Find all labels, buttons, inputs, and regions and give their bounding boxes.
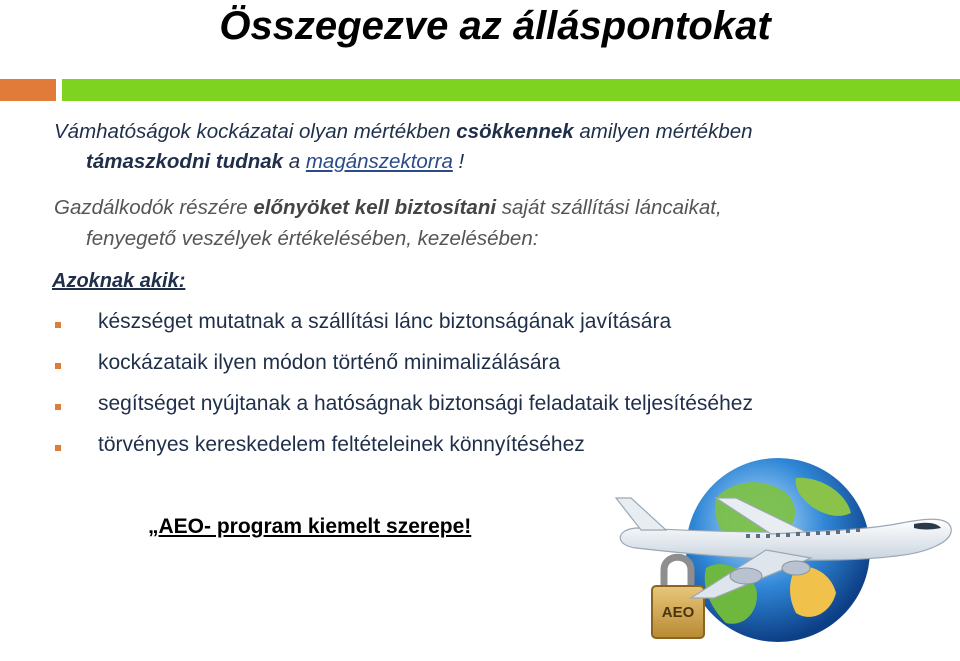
- accent-bar-orange: [0, 79, 56, 101]
- callout-text: „AEO- program kiemelt szerepe!: [148, 515, 472, 538]
- p1-text-2: amilyen mértékben: [573, 120, 753, 143]
- p1-text-4: !: [452, 150, 465, 173]
- bullet-square-icon: [55, 363, 61, 369]
- paragraph-2-line-2: fenyegető veszélyek értékelésében, kezelésében:: [86, 227, 539, 250]
- svg-text:AEO: AEO: [661, 604, 695, 621]
- paragraph-2-line-1: [54, 194, 722, 222]
- paragraph-1-line-2: [86, 148, 464, 176]
- bullet-text: készséget mutatnak a szállítási lánc biztonságának javítására: [98, 310, 672, 333]
- slide-title: Összegezve az álláspontokat: [219, 4, 771, 48]
- p1-text-1: Vámhatóságok kockázatai olyan mértékben: [54, 120, 457, 143]
- bullet-text: kockázataik ilyen módon történő minimalizálására: [98, 351, 561, 374]
- subheading: Azoknak akik:: [52, 270, 186, 292]
- bullet-square-icon: [55, 404, 61, 410]
- bullet-square-icon: [55, 445, 61, 451]
- p1-bold-2: támaszkodni tudnak: [86, 150, 284, 173]
- aeo-globe-airplane-illustration: [596, 458, 960, 661]
- bullet-square-icon: [55, 322, 61, 328]
- bullet-text: segítséget nyújtanak a hatóságnak biztonsági feladataik teljesítéséhez: [98, 392, 753, 415]
- p1-text-3: a: [283, 150, 306, 173]
- accent-bar-green: [62, 79, 960, 101]
- p2-text-2: saját szállítási láncaikat,: [496, 196, 722, 219]
- p2-bold-1: előnyöket kell biztosítani: [253, 196, 497, 219]
- p2-text-1: Gazdálkodók részére: [54, 196, 254, 219]
- paragraph-1-line-1: [54, 118, 753, 146]
- bullet-text: törvényes kereskedelem feltételeinek könnyítéséhez: [98, 433, 585, 456]
- p1-link[interactable]: magánszektorra: [305, 150, 453, 173]
- p1-bold-1: csökkennek: [456, 120, 574, 143]
